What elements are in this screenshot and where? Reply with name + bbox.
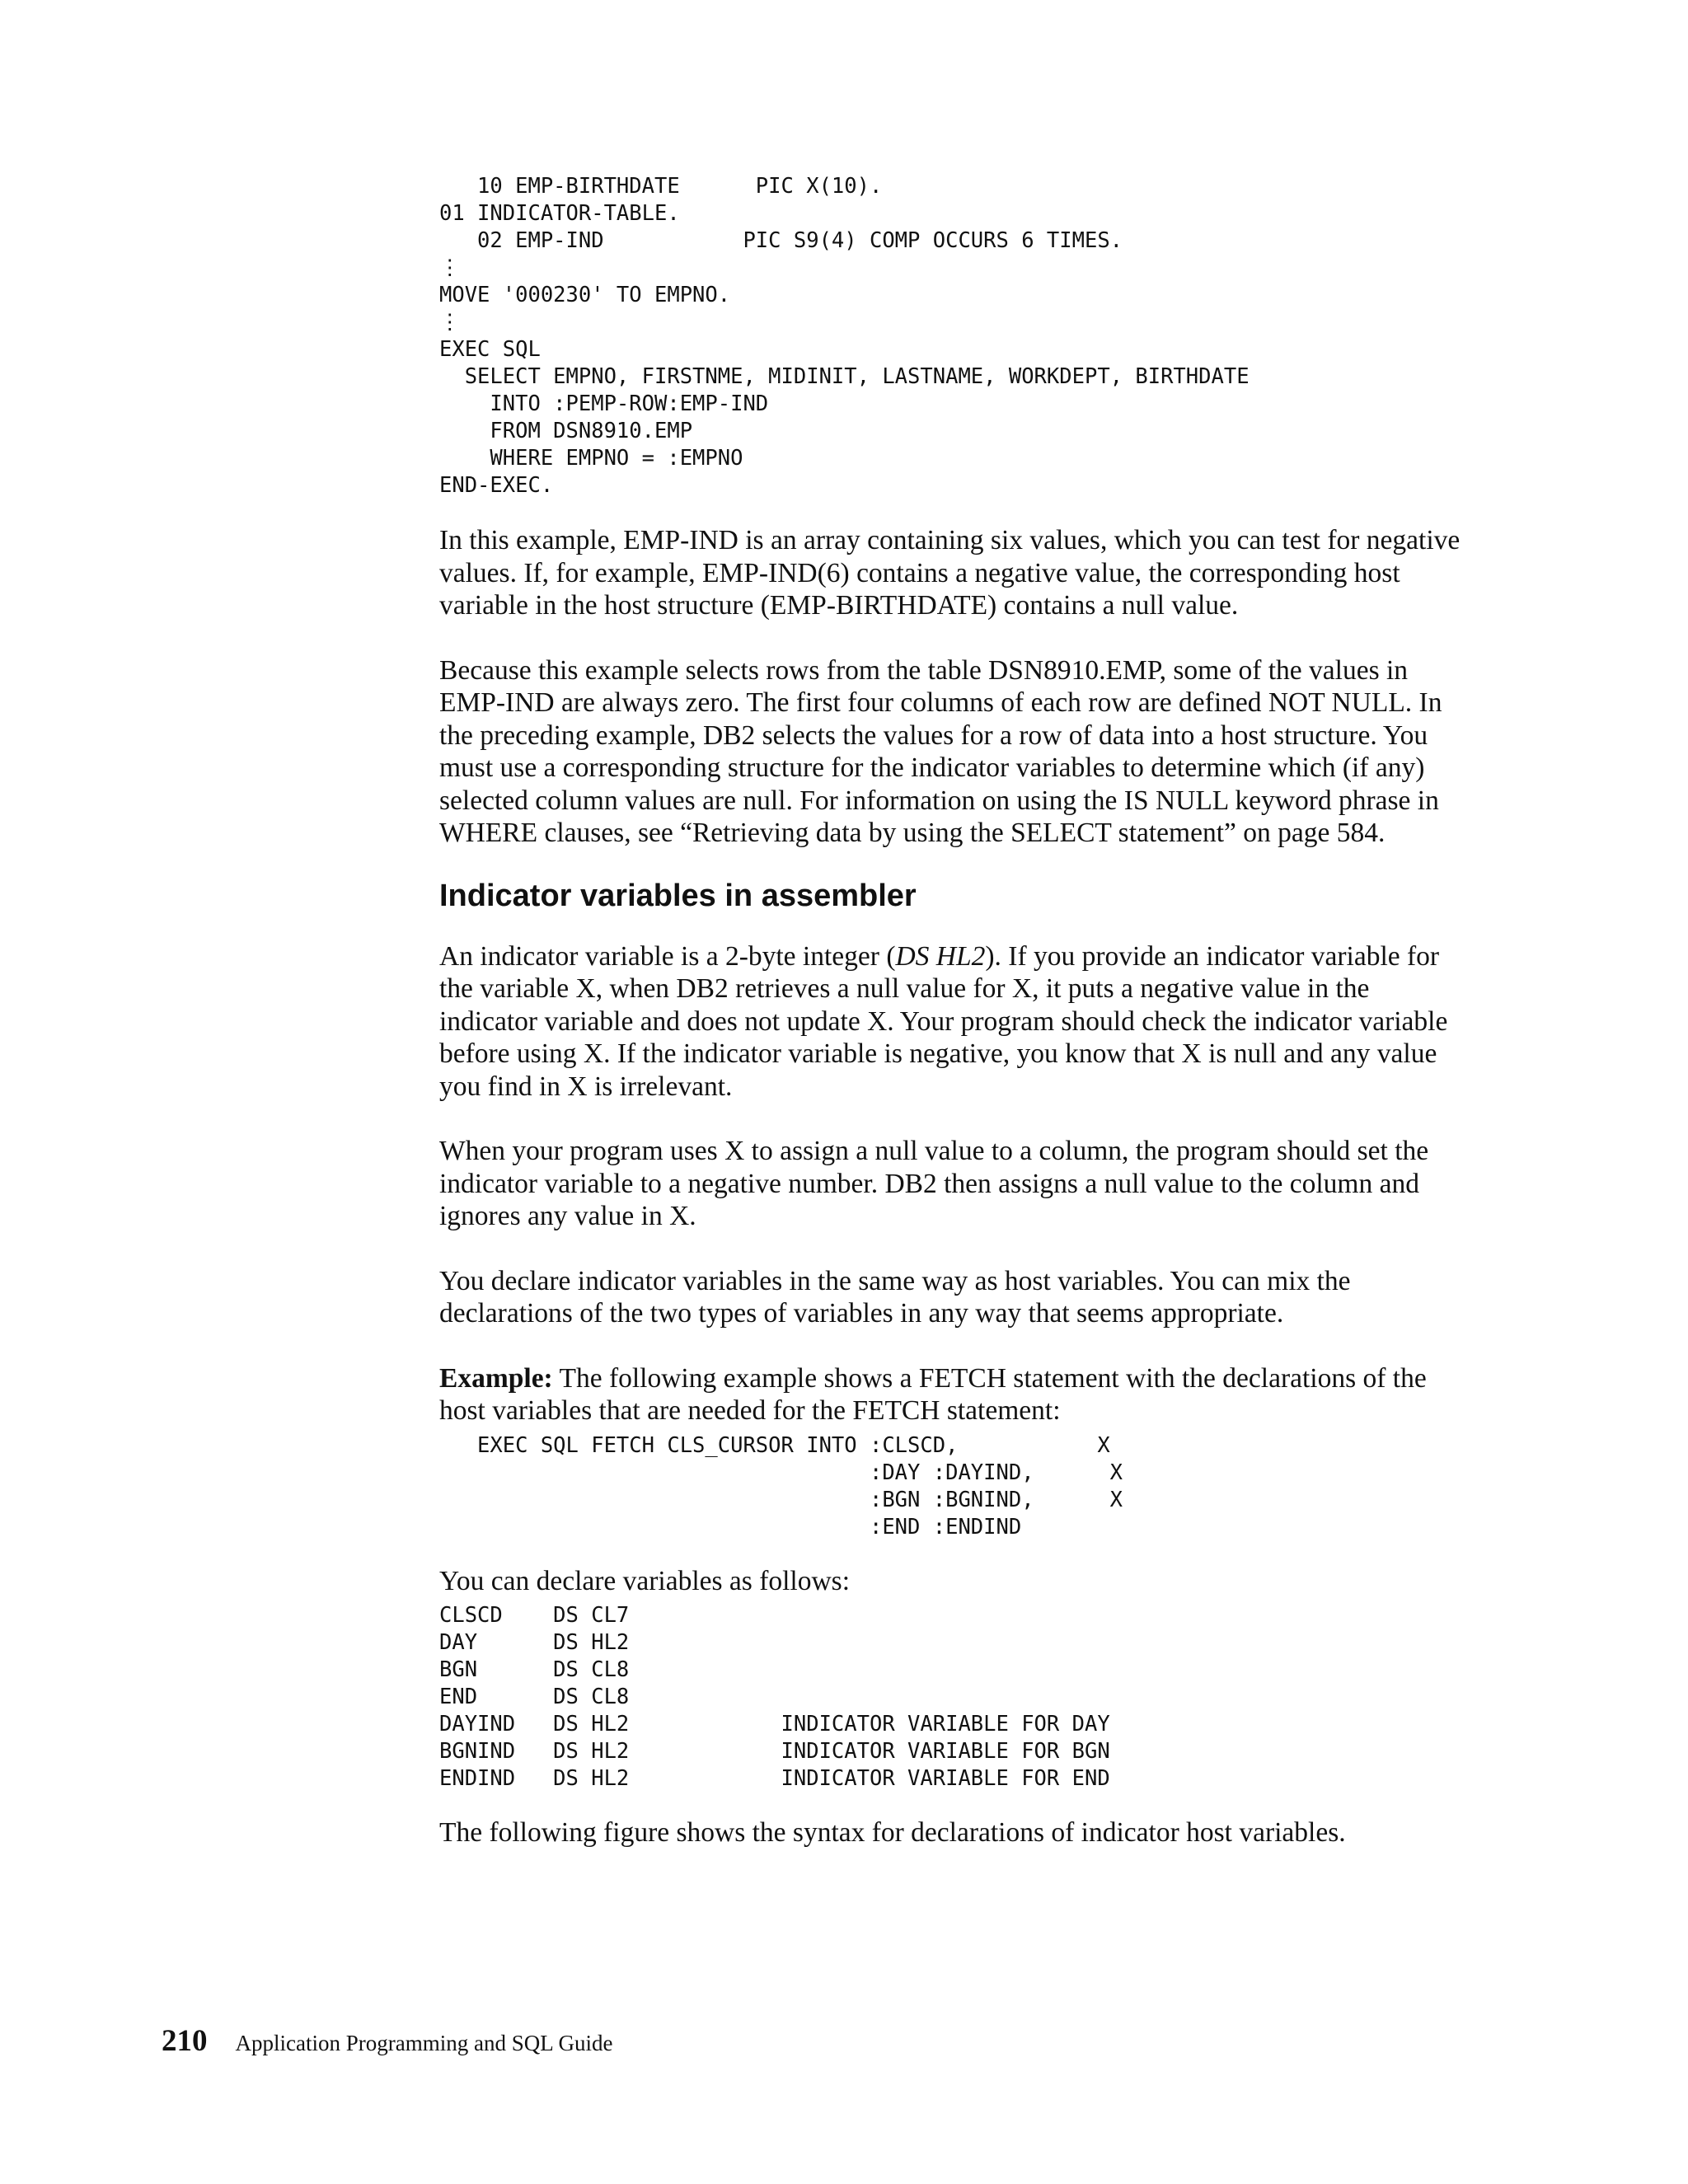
fetch-code-block: EXEC SQL FETCH CLS_CURSOR INTO :CLSCD, X :DAY :DAYIND, X :BGN :BGNIND, X :END :ENDIND (477, 1432, 1123, 1540)
page-content (439, 173, 1470, 1849)
paragraph-text: The following example shows a FETCH statement with the declarations of the host variables that are needed for the FETCH statement: (439, 1362, 1427, 1426)
paragraph-syntax-figure: The following figure shows the syntax for declarations of indicator host variables. (439, 1817, 1346, 1848)
page-number: 210 (162, 2024, 208, 2058)
paragraph-declare-as-follows: You can declare variables as follows: (439, 1565, 851, 1596)
declaration-code-block: CLSCD DS CL7 DAY DS HL2 BGN DS CL8 END DS CL8 DAYIND DS HL2 INDICATOR VARIABLE FOR DAY BGNIND DS HL2 INDICATOR VARIABLE FOR BGN ENDIND DS HL2 INDICATOR VARIABLE FOR END (439, 1603, 1110, 1791)
cobol-code-block: 10 EMP-BIRTHDATE PIC X(10). 01 INDICATOR-TABLE. 02 EMP-IND PIC S9(4) COMP OCCURS 6 TIMES. ⋮ MOVE '000230' TO EMPNO. ⋮ EXEC SQL SELECT EMPNO, FIRSTNME, MIDINIT, LASTNAME, WORKDEPT, BIRTHDATE INTO :PEMP-ROW:EMP-IND FROM DSN8910.EMP WHERE EMPNO = :EMPNO END-EXEC. (439, 174, 1250, 498)
paragraph-text: An indicator variable is a 2-byte integer ( (439, 940, 896, 972)
book-title: Application Programming and SQL Guide (235, 2031, 613, 2055)
paragraph-dsn8910-emp: Because this example selects rows from the table DSN8910.EMP, some of the values in EMP-IND are always zero. The first four columns of each row are defined NOT NULL. In the preceding example, DB2 selects the values for a row of data into a host structure. You must use a corresponding structure for the indicator variables to determine which (if any) selected column values are null. For information on using the IS NULL keyword phrase in WHERE clauses, see “Retrieving data by using the SELECT statement” on page 584. (439, 654, 1442, 848)
paragraph-text: ). If you provide an indicator variable for the variable X, when DB2 retrieves a null value for X, it puts a negative value in the indicator variable and does not update X. Your program should check the indicator variable before using X. If the indicator variable is negative, you know that X is null and any value you find in X is irrelevant. (439, 940, 1448, 1102)
paragraph-indicator-definition (439, 940, 1470, 1104)
paragraph-example (439, 1362, 1470, 1427)
section-heading: Indicator variables in assembler (439, 878, 917, 913)
ds-hl2-term: DS HL2 (895, 940, 986, 972)
paragraph-declare-indicators: You declare indicator variables in the same way as host variables. You can mix the declarations of the two types of variables in any way that seems appropriate. (439, 1265, 1351, 1329)
page-footer (162, 2023, 612, 2059)
example-label: Example: (439, 1362, 553, 1394)
paragraph-emp-ind-array: In this example, EMP-IND is an array containing six values, which you can test for negative values. If, for example, EMP-IND(6) contains a negative value, the corresponding host variable in the host structure (EMP-BIRTHDATE) contains a null value. (439, 525, 1461, 621)
paragraph-assign-null: When your program uses X to assign a null value to a column, the program should set the indicator variable to a negative number. DB2 then assigns a null value to the column and ignores any value in X. (439, 1136, 1429, 1231)
